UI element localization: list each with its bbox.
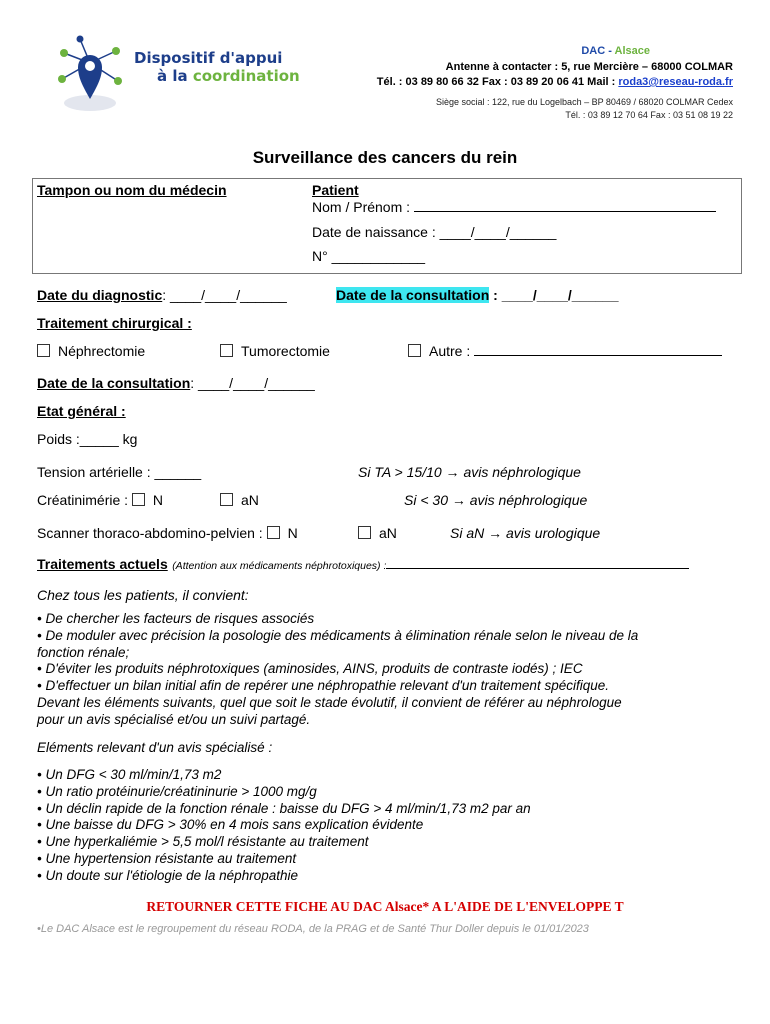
list-item: Devant les éléments suivants, quel que soit le stade évolutif, il convient de référer au néphrologue (37, 694, 622, 710)
contact-mail-link[interactable]: roda3@reseau-roda.fr (618, 76, 733, 88)
creatinimerie-an-checkbox[interactable] (220, 493, 233, 506)
creatinimerie-n-label: N (152, 492, 164, 508)
nephrectomie-option[interactable] (37, 343, 145, 359)
date-consultation-field[interactable] (336, 287, 618, 303)
traitements-actuels-note: (Attention aux médicaments néphrotoxiques) : (172, 560, 387, 572)
date-diagnostic-label: Date du diagnostic (37, 287, 163, 303)
etat-general-heading: Etat général : (37, 403, 126, 419)
tension-note: Si TA > 15/10 → avis néphrologique (358, 464, 581, 480)
date-consultation-2-field[interactable] (37, 375, 315, 391)
stamp-label: Tampon ou nom du médecin (37, 182, 227, 198)
contact-line (377, 76, 733, 88)
creatinimerie-label: Créatinimérie : (37, 492, 132, 508)
nephrectomie-checkbox[interactable] (37, 344, 50, 357)
list-item: • D'effectuer un bilan initial afin de repérer une néphropathie relevant d'un traitement spécifique. (37, 678, 609, 694)
list-item: • Une hyperkaliémie > 5,5 mol/l résistante au traitement (37, 834, 369, 850)
logo-line1: Dispositif d'appui (134, 49, 283, 67)
poids-field[interactable]: Poids :_____ kg (37, 431, 138, 447)
nom-prenom-label: Nom / Prénom : (312, 199, 414, 215)
tumorectomie-checkbox[interactable] (220, 344, 233, 357)
siege-phone: Tél. : 03 89 12 70 64 Fax : 03 51 08 19 22 (565, 110, 733, 120)
creatinimerie-n-checkbox[interactable] (132, 493, 145, 506)
tension-field[interactable]: Tension artérielle : ______ (37, 464, 202, 480)
autre-blank[interactable] (474, 343, 722, 356)
list-item: • Un déclin rapide de la fonction rénale : baisse du DFG > 4 ml/min/1,73 m2 par an (37, 800, 531, 816)
dac-region: Alsace (614, 45, 650, 57)
retour-instruction: RETOURNER CETTE FICHE AU DAC Alsace* A L'AIDE DE L'ENVELOPPE T (146, 899, 624, 914)
autre-option[interactable] (408, 343, 722, 359)
scanner-an-label: aN (379, 525, 397, 541)
nom-prenom-blank[interactable] (414, 199, 716, 212)
traitements-actuels-blank[interactable] (386, 556, 689, 569)
logo-line2-word: coordination (192, 67, 300, 85)
avis-intro: Eléments relevant d'un avis spécialisé : (37, 740, 273, 755)
list-item: • De chercher les facteurs de risques associés (37, 611, 315, 626)
scanner-label: Scanner thoraco-abdomino-pelvien : (37, 525, 267, 541)
antenne-address: Antenne à contacter : 5, rue Mercière – 68000 COLMAR (445, 61, 733, 73)
traitements-actuels-field[interactable] (37, 556, 689, 574)
date-diagnostic-field[interactable] (37, 287, 287, 303)
date-naissance-field[interactable]: Date de naissance : ____/____/______ (312, 224, 557, 240)
list-item: • Une baisse du DFG > 30% en 4 mois sans explication évidente (37, 817, 424, 833)
scanner-n-label: N (287, 525, 298, 541)
list-item: • Un doute sur l'étiologie de la néphropathie (37, 867, 298, 883)
creatinimerie-note: Si < 30 → avis néphrologique (404, 492, 588, 508)
list-item: • Un ratio protéinurie/créatininurie > 1000 mg/g (37, 783, 317, 799)
autre-label: Autre : (429, 343, 475, 359)
date-consultation-2-label: Date de la consultation (37, 375, 191, 391)
creatinimerie-an-label: aN (241, 492, 259, 508)
logo-line2-prefix: à la (157, 67, 193, 85)
list-item: fonction rénale; (37, 644, 130, 660)
logo-wordmark (134, 49, 300, 85)
nom-prenom-field[interactable] (312, 199, 716, 215)
date-consultation-2-blank[interactable]: : ____/____/______ (190, 375, 315, 391)
patients-list (37, 611, 638, 729)
list-item: • De moduler avec précision la posologie des médicaments à élimination rénale selon le niveau de la (37, 627, 639, 643)
avis-list (37, 767, 531, 885)
numero-blank[interactable]: ____________ (331, 248, 426, 264)
numero-field[interactable] (312, 248, 425, 264)
creatinimerie-field (37, 492, 163, 508)
list-item: • D'éviter les produits néphrotoxiques (aminosides, AINS, produits de contraste iodés) ; IEC (37, 661, 583, 677)
scanner-note: Si aN → avis urologique (450, 525, 601, 541)
contact-phone-fax: Tél. : 03 89 80 66 32 Fax : 03 89 20 06 41 Mail : (376, 76, 619, 88)
siege-address: Siège social : 122, rue du Logelbach – BP 80469 / 68020 COLMAR Cedex (435, 97, 733, 107)
footnote: •Le DAC Alsace est le regroupement du réseau RODA, de la PRAG et de Santé Thur Doller depuis le 01/01/2023 (37, 923, 589, 935)
date-diagnostic-blank[interactable]: : ____/____/______ (162, 287, 287, 303)
dac-prefix: DAC - (581, 45, 615, 57)
scanner-an-checkbox[interactable] (358, 526, 371, 539)
traitements-actuels-label: Traitements actuels (37, 556, 168, 572)
list-item: pour un avis spécialisé et/ou un suivi partagé. (37, 711, 311, 727)
scanner-n-checkbox[interactable] (267, 526, 280, 539)
pin-network-icon (52, 35, 132, 115)
patients-intro: Chez tous les patients, il convient: (37, 587, 249, 603)
dac-region-label (581, 45, 650, 57)
date-consultation-label: Date de la consultation (336, 287, 490, 303)
scanner-an-option[interactable] (358, 525, 397, 541)
numero-label: N° (312, 248, 332, 264)
traitement-chirurgical-heading: Traitement chirurgical : (37, 315, 192, 331)
creatinimerie-an-option[interactable] (220, 492, 259, 508)
page-title: Surveillance des cancers du rein (252, 148, 518, 167)
list-item: • Un DFG < 30 ml/min/1,73 m2 (37, 767, 222, 782)
dac-logo (52, 35, 300, 115)
tumorectomie-option[interactable] (220, 343, 330, 359)
patient-label: Patient (312, 182, 359, 198)
autre-checkbox[interactable] (408, 344, 421, 357)
scanner-field (37, 525, 298, 541)
tumorectomie-label: Tumorectomie (241, 343, 330, 359)
date-consultation-blank[interactable]: : ____/____/______ (489, 287, 619, 303)
nephrectomie-label: Néphrectomie (58, 343, 146, 359)
list-item: • Une hypertension résistante au traitement (37, 850, 297, 866)
